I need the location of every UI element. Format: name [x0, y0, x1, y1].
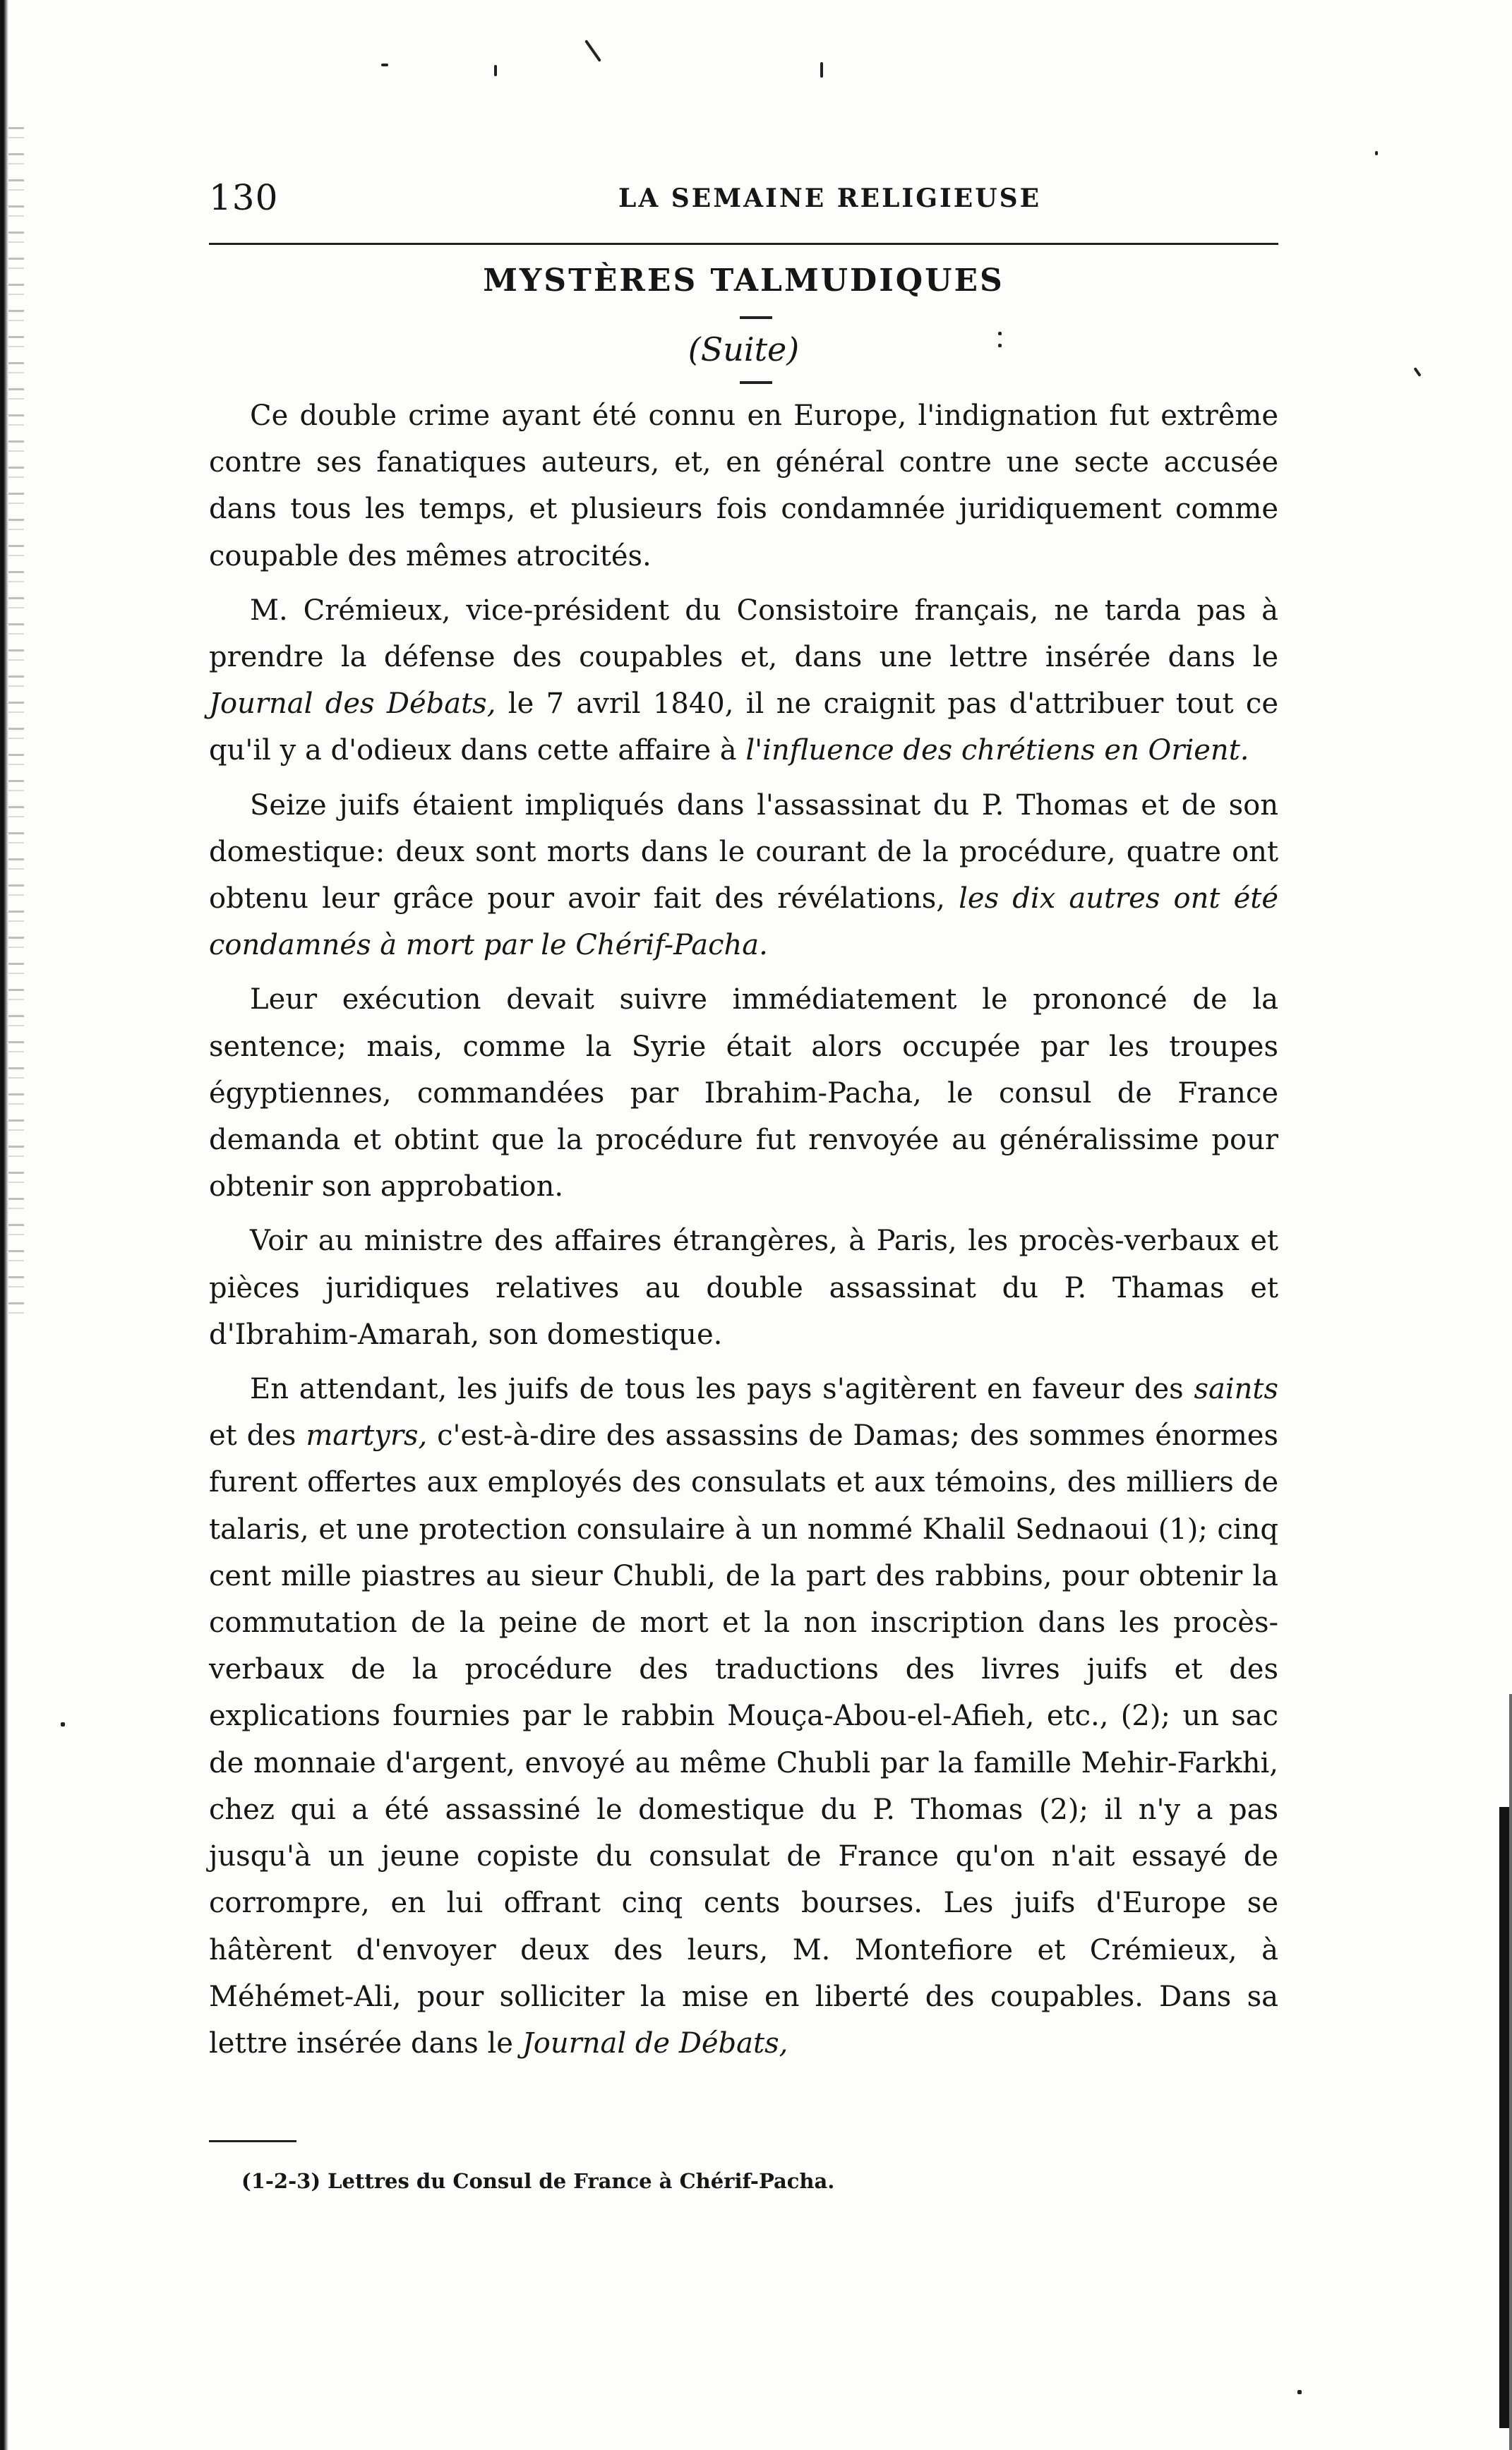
scan-speck	[381, 64, 388, 66]
page-edge-shadow	[1499, 1807, 1509, 2428]
italic-quote: l'influence des chrétiens en Orient.	[745, 734, 1249, 767]
article-subtitle: (Suite)	[688, 330, 800, 368]
scan-speck	[584, 40, 601, 62]
italic-word: martyrs,	[306, 1419, 428, 1453]
paragraph-text: En attendant, les juifs de tous les pays s'agitèrent en faveur des	[250, 1373, 1194, 1406]
page-number: 130	[209, 177, 279, 218]
footnote: (1-2-3) Lettres du Consul de France à Chérif-Pacha.	[241, 2169, 835, 2193]
scan-speck	[61, 1722, 65, 1727]
scan-speck	[1375, 151, 1378, 155]
paragraph-text: et des	[209, 1419, 306, 1453]
italic-quote: les dix autres ont été condamnés à mort par le Chérif-Pacha.	[209, 882, 1278, 962]
paragraph-text: Seize juifs étaient impliqués dans l'assassinat du P. Thomas et de son domestique: deux sont morts dans le courant de la procédure, quatre ont obtenu leur grâce pour avoir fait des révélations,	[209, 788, 1278, 915]
running-head: LA SEMAINE RELIGIEUSE	[618, 184, 1042, 213]
article-body	[209, 392, 1278, 2067]
italic-title: Journal de Débats,	[522, 2026, 788, 2060]
paragraph	[209, 587, 1278, 774]
italic-title: Journal des Débats,	[209, 687, 496, 721]
footnote-rule	[209, 2140, 296, 2142]
scan-speck	[1413, 367, 1421, 377]
paragraph-text: Leur exécution devait suivre immédiatement le prononcé de la sentence; mais, comme la Syrie était alors occupée par les troupes égyptiennes, commandées par Ibrahim-Pacha, le consul de France demanda et obtint que la procédure fut renvoyée au généralissime pour obtenir son approbation.	[209, 983, 1278, 1203]
binding-edge	[0, 0, 8, 2450]
page-edge-line	[1509, 1694, 1512, 2450]
paragraph-text: Voir au ministre des affaires étrangères, à Paris, les procès-verbaux et pièces juridiques relatives au double assassinat du P. Thamas et d'Ibrahim-Amarah, son domestique.	[209, 1225, 1278, 1351]
subtitle-separator	[740, 381, 772, 384]
paragraph	[209, 782, 1278, 969]
title-separator	[740, 316, 772, 319]
paragraph-text: Ce double crime ayant été connu en Europe, l'indignation fut extrême contre ses fanatiques auteurs, et, en général contre une secte accusée dans tous les temps, et plusieurs fois condamnée juridiquement comme coupable des mêmes atrocités.	[209, 400, 1278, 572]
article-title: MYSTÈRES TALMUDIQUES	[483, 263, 1004, 299]
paragraph	[209, 976, 1278, 1210]
paragraph	[209, 1366, 1278, 2067]
page-header	[209, 176, 1278, 233]
scan-speck	[494, 65, 497, 76]
header-rule	[209, 243, 1278, 245]
paragraph-text: c'est-à-dire des assassins de Damas; des sommes énormes furent offertes aux employés des consulats et aux témoins, des milliers de talaris, et une protection consulaire à un nommé Khalil Sednaoui (1); cinq cent mille piastres au sieur Chubli, de la part des rabbins, pour obtenir la commutation de la peine de mort et la non inscription dans les procès-verbaux de la procédure des traductions des livres juifs et des explications fournies par le rabbin Mouça-Abou-el-Afieh, etc., (2); un sac de monnaie d'argent, envoyé au même Chubli par la famille Mehir-Farkhi, chez qui a été assassiné le domestique du P. Thomas (2); il n'y a pas jusqu'à un jeune copiste du consulat de France qu'on n'ait essayé de corrompre, en lui offrant cinq cents bourses. Les juifs d'Europe se hâtèrent d'envoyer deux des leurs, M. Montefiore et Crémieux, à Méhémet-Ali, pour solliciter la mise en liberté des coupables. Dans sa lettre insérée dans le	[209, 1419, 1278, 2060]
paragraph	[209, 1218, 1278, 1358]
paragraph-text: M. Crémieux, vice-président du Consistoire français, ne tarda pas à prendre la défense des coupables et, dans une lettre insérée dans le	[209, 594, 1278, 674]
binding-shadow	[8, 127, 24, 1327]
scan-speck	[820, 62, 823, 78]
paragraph	[209, 392, 1278, 580]
paragraph-text: le 7 avril 1840, il ne craignit pas d'attribuer tout ce qu'il y a d'odieux dans cette affaire à	[209, 687, 1278, 767]
italic-word: saints	[1194, 1373, 1278, 1406]
scan-speck	[1297, 2390, 1302, 2394]
